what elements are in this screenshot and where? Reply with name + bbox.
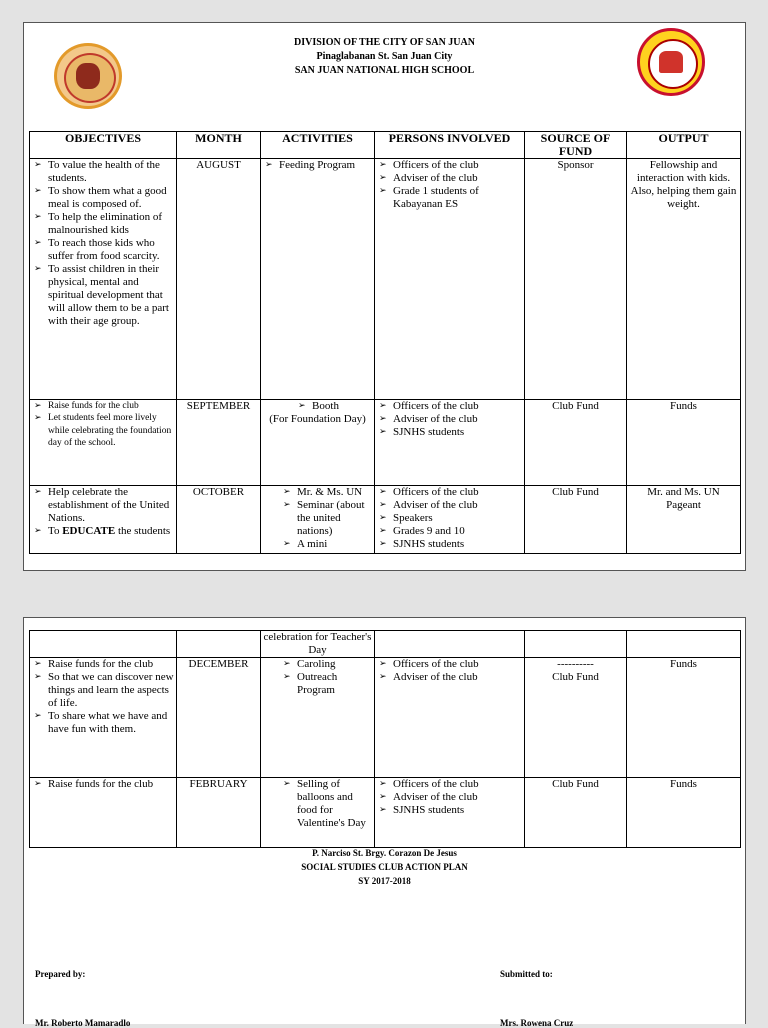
list-item: ➢ Grade 1 students of Kabayanan ES: [377, 185, 522, 211]
list-item: ➢ Speakers: [377, 512, 522, 525]
table-row: [30, 658, 741, 778]
column-header: OBJECTIVES: [30, 132, 177, 159]
submitted-to-label: Submitted to:: [500, 969, 553, 979]
column-header: OUTPUT: [627, 132, 741, 159]
list-item: ➢ To show them what a good meal is composed of.: [32, 185, 174, 211]
persons-cell: [375, 631, 525, 658]
persons-cell: [375, 486, 525, 554]
list-item: ➢ Adviser of the club: [377, 499, 522, 512]
objectives-cell: [30, 400, 177, 486]
list-item: ➢ Officers of the club: [377, 400, 522, 413]
list-item: ➢ SJNHS students: [377, 804, 522, 817]
table-row: [30, 486, 741, 554]
activities-cell: [261, 658, 375, 778]
output-cell: Mr. and Ms. UN Pageant: [627, 486, 741, 554]
list-item: ➢ Grades 9 and 10: [377, 525, 522, 538]
list-item: [32, 525, 174, 538]
division-heading: DIVISION OF THE CITY OF SAN JUAN: [294, 37, 475, 48]
list-item: ➢ Raise funds for the club: [32, 400, 174, 412]
month-cell: DECEMBER: [177, 658, 261, 778]
list-item: ➢ Booth: [296, 400, 339, 413]
month-cell: SEPTEMBER: [177, 400, 261, 486]
month-cell: FEBRUARY: [177, 778, 261, 848]
activity-note: (For Foundation Day): [269, 413, 366, 425]
objectives-cell: [30, 159, 177, 400]
month-cell: AUGUST: [177, 159, 261, 400]
fund-cell: Club Fund: [525, 400, 627, 486]
table-row: [30, 631, 741, 658]
list-item: ➢ Feeding Program: [263, 159, 372, 172]
persons-cell: [375, 400, 525, 486]
table-row: [30, 400, 741, 486]
list-item: ➢ Selling of balloons and food for Valentine's Day: [281, 778, 372, 830]
activities-cell: [261, 159, 375, 400]
fund-cell: Club Fund: [525, 486, 627, 554]
address-heading: Pinaglabanan St. San Juan City: [316, 51, 453, 62]
column-header: SOURCE OF FUND: [525, 132, 627, 159]
objectives-cell: [30, 486, 177, 554]
persons-cell: [375, 778, 525, 848]
list-item: ➢ Adviser of the club: [377, 413, 522, 426]
persons-cell: [375, 658, 525, 778]
list-item: ➢ Officers of the club: [377, 778, 522, 791]
persons-cell: [375, 159, 525, 400]
list-item: ➢ Help celebrate the establishment of the United Nations.: [32, 486, 174, 525]
objective-text: the students: [115, 525, 171, 537]
objectives-cell: [30, 778, 177, 848]
list-item: ➢ To value the health of the students.: [32, 159, 174, 185]
list-item: ➢ Raise funds for the club: [32, 778, 174, 791]
objective-emphasis: EDUCATE: [62, 525, 116, 537]
column-header: PERSONS INVOLVED: [375, 132, 525, 159]
fund-source: Club Fund: [552, 671, 599, 683]
preparer-name: Mr. Roberto Mamaradlo: [35, 1018, 131, 1028]
table-header-row: [30, 132, 741, 159]
list-item: ➢ Outreach Program: [281, 671, 372, 697]
output-cell: Funds: [627, 778, 741, 848]
activities-cell: [261, 486, 375, 554]
fund-cell: [525, 658, 627, 778]
activities-cell: [261, 778, 375, 848]
list-item: ➢ Officers of the club: [377, 658, 522, 671]
table-row: [30, 778, 741, 848]
list-item: ➢ To share what we have and have fun with them.: [32, 710, 174, 736]
month-cell: OCTOBER: [177, 486, 261, 554]
output-cell: Fellowship and interaction with kids. Also, helping them gain weight.: [627, 159, 741, 400]
list-item: ➢ Seminar (about the united nations): [281, 499, 372, 538]
list-item: ➢ Raise funds for the club: [32, 658, 174, 671]
activities-cell: celebration for Teacher's Day: [261, 631, 375, 658]
school-year: SY 2017-2018: [358, 876, 411, 886]
list-item: ➢ Officers of the club: [377, 159, 522, 172]
list-item: ➢ Adviser of the club: [377, 172, 522, 185]
address-line: P. Narciso St. Brgy. Corazon De Jesus: [312, 848, 457, 858]
list-item: ➢ So that we can discover new things and learn the aspects of life.: [32, 671, 174, 710]
month-cell: [177, 631, 261, 658]
objectives-cell: [30, 658, 177, 778]
recipient-name: Mrs. Rowena Cruz: [500, 1018, 574, 1028]
column-header: ACTIVITIES: [261, 132, 375, 159]
prepared-by-label: Prepared by:: [35, 969, 86, 979]
objectives-cell: [30, 631, 177, 658]
list-item: ➢ A mini: [281, 538, 372, 551]
fund-cell: Sponsor: [525, 159, 627, 400]
output-cell: Funds: [627, 400, 741, 486]
list-item: ➢ SJNHS students: [377, 538, 522, 551]
list-item: ➢ To reach those kids who suffer from food scarcity.: [32, 237, 174, 263]
list-item: ➢ SJNHS students: [377, 426, 522, 439]
table-row: [30, 159, 741, 400]
output-cell: [627, 631, 741, 658]
list-item: ➢ Mr. & Ms. UN: [281, 486, 372, 499]
list-item: ➢ Adviser of the club: [377, 671, 522, 684]
output-cell: Funds: [627, 658, 741, 778]
fund-cell: [525, 631, 627, 658]
list-item: ➢ Adviser of the club: [377, 791, 522, 804]
list-item: ➢ Let students feel more lively while celebrating the foundation day of the school.: [32, 412, 174, 449]
school-heading: SAN JUAN NATIONAL HIGH SCHOOL: [294, 65, 475, 76]
list-item: ➢ To assist children in their physical, mental and spiritual development that will allow them to be a part with their age group.: [32, 263, 174, 328]
list-item: ➢ Caroling: [281, 658, 372, 671]
list-item: ➢ To help the elimination of malnourished kids: [32, 211, 174, 237]
objective-text: To: [48, 525, 63, 537]
column-header: MONTH: [177, 132, 261, 159]
document-page-2: [23, 617, 746, 1028]
list-item: ➢ Officers of the club: [377, 486, 522, 499]
document-page-1: [23, 22, 746, 571]
action-plan-table: [29, 131, 741, 554]
action-plan-table-continued: [29, 630, 741, 848]
fund-cell: Club Fund: [525, 778, 627, 848]
plan-title: SOCIAL STUDIES CLUB ACTION PLAN: [301, 862, 468, 872]
fund-dashes: ----------: [557, 658, 594, 670]
activities-cell: [261, 400, 375, 486]
